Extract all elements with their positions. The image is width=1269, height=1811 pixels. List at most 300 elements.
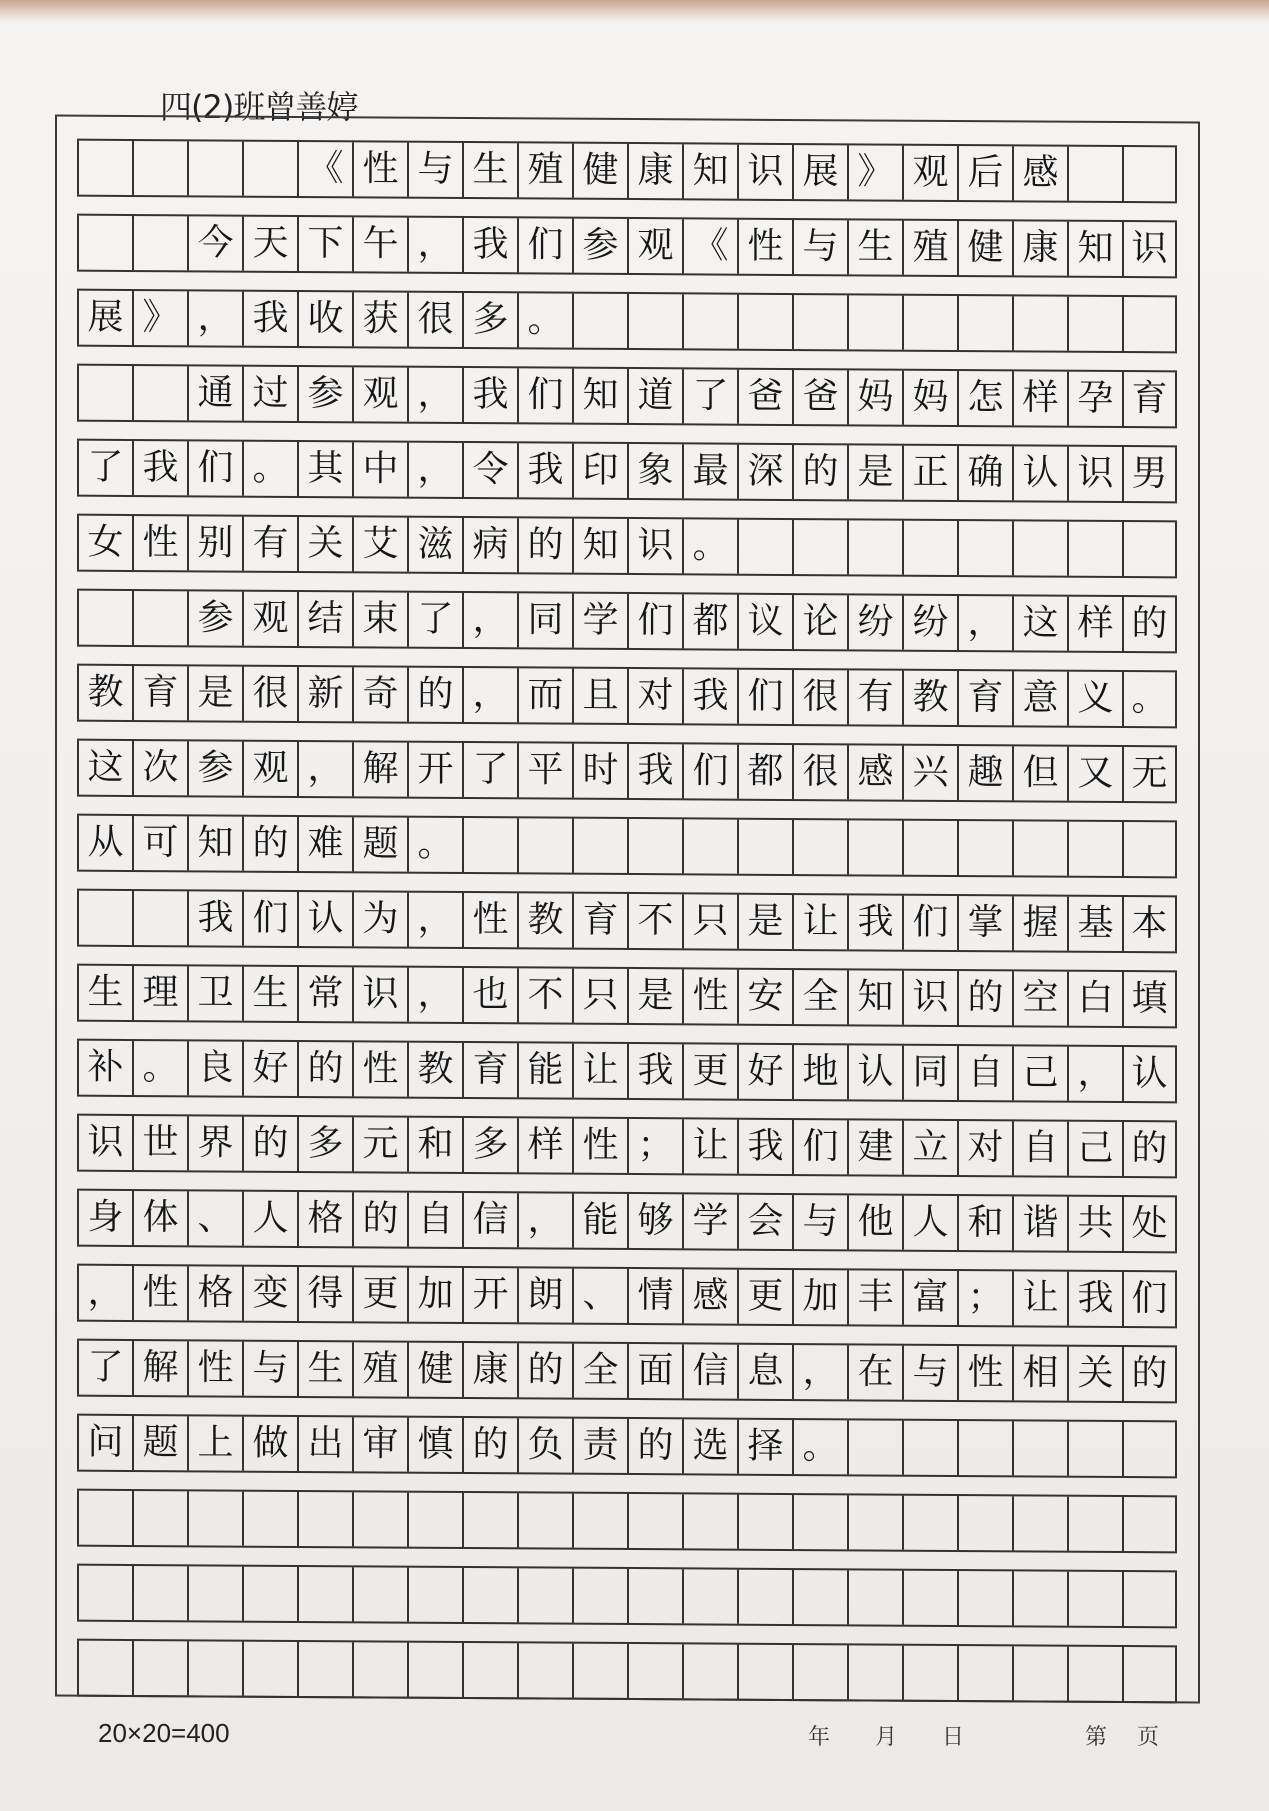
grid-cell: 多 [297, 1117, 352, 1171]
grid-cell: 们 [187, 441, 242, 495]
grid-cell: 谐 [1012, 1196, 1067, 1250]
grid-cell [242, 1492, 297, 1546]
grid-cell: 立 [902, 1121, 957, 1175]
grid-cell: 的 [517, 518, 572, 572]
grid-cell: 感 [1012, 146, 1067, 200]
grid-cell [242, 142, 297, 196]
grid-cell: 感 [682, 1269, 737, 1323]
grid-cell: 己 [1012, 1046, 1067, 1100]
grid-cell: ， [297, 742, 352, 796]
grid-cell [572, 1569, 627, 1623]
grid-cell [1067, 1497, 1122, 1551]
grid-cell: 义 [1067, 672, 1122, 726]
grid-cell: 多 [462, 1118, 517, 1172]
grid-cell [627, 294, 682, 348]
grid-cell: 我 [627, 744, 682, 798]
grid-row [77, 439, 1177, 504]
grid-cell [132, 141, 187, 195]
grid-cell: 们 [682, 744, 737, 798]
grid-cell [77, 1491, 132, 1545]
grid-row [77, 139, 1177, 204]
grid-cell: 息 [737, 1345, 792, 1399]
grid-cell: 问 [77, 1416, 132, 1470]
grid-cell [407, 1493, 462, 1547]
grid-cell: 我 [132, 441, 187, 495]
grid-cell [627, 1644, 682, 1698]
grid-cell: 健 [407, 1343, 462, 1397]
grid-cell: 多 [462, 293, 517, 347]
grid-cell: 令 [462, 443, 517, 497]
grid-cell: 了 [407, 593, 462, 647]
grid-cell: 让 [1012, 1271, 1067, 1325]
grid-cell: 们 [627, 594, 682, 648]
grid-cell: 新 [297, 667, 352, 721]
grid-cell: 的 [352, 1192, 407, 1246]
grid-cell: 解 [352, 742, 407, 796]
grid-cell: 观 [242, 742, 297, 796]
grid-cell: 我 [462, 218, 517, 272]
grid-cell: ， [407, 368, 462, 422]
grid-cell: 空 [1012, 971, 1067, 1025]
grid-row [77, 514, 1177, 579]
grid-cell [847, 1495, 902, 1549]
grid-row [77, 214, 1177, 279]
grid-cell: 不 [627, 894, 682, 948]
grid-cell [737, 1495, 792, 1549]
grid-cell: 的 [792, 445, 847, 499]
grid-cell: 自 [957, 1046, 1012, 1100]
grid-cell: 别 [187, 516, 242, 570]
grid-cell [1067, 147, 1122, 201]
grid-cell: 趣 [957, 746, 1012, 800]
grid-cell [957, 296, 1012, 350]
grid-cell: 与 [792, 1195, 847, 1249]
grid-cell [352, 1567, 407, 1621]
grid-cell: 变 [242, 1267, 297, 1321]
grid-cell: 能 [517, 1043, 572, 1097]
grid-cell: 自 [1012, 1121, 1067, 1175]
grid-cell: 其 [297, 442, 352, 496]
grid-cell: 奇 [352, 667, 407, 721]
grid-cell: 结 [297, 592, 352, 646]
grid-cell: 样 [517, 1118, 572, 1172]
grid-cell: ； [957, 1271, 1012, 1325]
grid-cell: 有 [847, 670, 902, 724]
grid-cell: 认 [1122, 1047, 1177, 1101]
grid-cell: 样 [1067, 597, 1122, 651]
grid-cell: 我 [737, 1120, 792, 1174]
grid-cell: 又 [1067, 747, 1122, 801]
grid-cell [847, 820, 902, 874]
grid-cell: 与 [902, 1346, 957, 1400]
grid-cell: 让 [572, 1044, 627, 1098]
grid-cell [792, 1495, 847, 1549]
grid-cell: 出 [297, 1417, 352, 1471]
grid-row [77, 1639, 1177, 1704]
grid-cell [77, 1641, 132, 1695]
grid-cell [132, 891, 187, 945]
grid-cell: 性 [957, 1346, 1012, 1400]
grid-cell: 展 [792, 145, 847, 199]
grid-cell: 识 [627, 519, 682, 573]
grid-cell [132, 216, 187, 270]
grid-cell: 识 [1122, 222, 1177, 276]
year-label: 年 [808, 1725, 831, 1750]
grid-cell: 爸 [792, 370, 847, 424]
grid-cell: 且 [572, 669, 627, 723]
grid-cell: 了 [77, 441, 132, 495]
grid-cell: 教 [77, 666, 132, 720]
grid-cell [682, 1494, 737, 1548]
grid-cell: 的 [242, 817, 297, 871]
grid-cell [462, 1643, 517, 1697]
grid-cell: 意 [1012, 671, 1067, 725]
grid-cell: 兴 [902, 746, 957, 800]
grid-cell [462, 1493, 517, 1547]
grid-cell: 妈 [902, 371, 957, 425]
grid-cell: 育 [1122, 372, 1177, 426]
grid-cell: 。 [407, 818, 462, 872]
grid-cell: 感 [847, 745, 902, 799]
grid-cell [187, 1641, 242, 1695]
grid-cell [1122, 1647, 1177, 1701]
grid-cell: 开 [407, 743, 462, 797]
grid-cell [682, 1644, 737, 1698]
grid-cell: 我 [847, 895, 902, 949]
grid-cell: 病 [462, 518, 517, 572]
grid-cell: 基 [1067, 897, 1122, 951]
grid-cell: 是 [737, 895, 792, 949]
grid-cell: 认 [1012, 446, 1067, 500]
grid-cell: 性 [737, 220, 792, 274]
grid-cell [297, 1642, 352, 1696]
grid-cell [902, 521, 957, 575]
grid-cell: 的 [517, 1343, 572, 1397]
grid-cell: 很 [792, 670, 847, 724]
grid-cell: 的 [1122, 1122, 1177, 1176]
grid-cell [132, 366, 187, 420]
grid-cell: 做 [242, 1417, 297, 1471]
grid-cell: 更 [352, 1267, 407, 1321]
grid-cell [737, 820, 792, 874]
grid-cell: 很 [792, 745, 847, 799]
grid-cell: 自 [407, 1193, 462, 1247]
grid-cell: 时 [572, 744, 627, 798]
grid-cell [187, 141, 242, 195]
grid-cell: 让 [792, 895, 847, 949]
grid-cell: 情 [627, 1269, 682, 1323]
grid-cell: 爸 [737, 370, 792, 424]
grid-cell: 性 [352, 1042, 407, 1096]
grid-cell [957, 1496, 1012, 1550]
grid-cell: 我 [682, 669, 737, 723]
grid-cell: 、 [187, 1191, 242, 1245]
grid-cell: 平 [517, 743, 572, 797]
grid-cell: 参 [297, 367, 352, 421]
grid-cell: 了 [77, 1341, 132, 1395]
grid-cell: 参 [572, 219, 627, 273]
grid-cell: 殖 [352, 1342, 407, 1396]
grid-cell: 关 [1067, 1347, 1122, 1401]
grid-row [77, 1189, 1177, 1254]
grid-cell: 参 [187, 591, 242, 645]
grid-cell [1012, 521, 1067, 575]
composition-grid-sheet [55, 115, 1200, 1704]
grid-cell: 们 [242, 892, 297, 946]
grid-cell: 识 [77, 1116, 132, 1170]
grid-cell: 健 [572, 144, 627, 198]
grid-cell: ， [957, 596, 1012, 650]
grid-cell: 知 [847, 970, 902, 1024]
grid-row [77, 964, 1177, 1029]
grid-cell [627, 1569, 682, 1623]
grid-cell [462, 818, 517, 872]
grid-cell: 育 [462, 1043, 517, 1097]
grid-cell: 的 [242, 1117, 297, 1171]
grid-cell: 了 [462, 743, 517, 797]
grid-cell [737, 1645, 792, 1699]
grid-cell [572, 819, 627, 873]
grid-cell [242, 1567, 297, 1621]
grid-cell: 健 [957, 221, 1012, 275]
grid-cell [1122, 297, 1177, 351]
grid-cell [847, 295, 902, 349]
grid-cell: 。 [242, 442, 297, 496]
date-field [808, 1720, 1002, 1751]
grid-cell: 与 [792, 220, 847, 274]
grid-cell: 后 [957, 146, 1012, 200]
grid-cell [132, 1566, 187, 1620]
grid-cell: 世 [132, 1116, 187, 1170]
grid-cell: 面 [627, 1344, 682, 1398]
grid-cell: ， [792, 1345, 847, 1399]
grid-cell: ， [407, 443, 462, 497]
grid-cell [792, 520, 847, 574]
grid-cell: 处 [1122, 1197, 1177, 1251]
grid-cell: 收 [297, 292, 352, 346]
grid-cell: ， [407, 968, 462, 1022]
grid-row [77, 1564, 1177, 1629]
grid-cell [187, 1566, 242, 1620]
grid-cell: 们 [737, 670, 792, 724]
grid-cell [1012, 1496, 1067, 1550]
grid-cell: 生 [297, 1342, 352, 1396]
grid-cell: 识 [737, 145, 792, 199]
grid-cell [352, 1492, 407, 1546]
grid-cell: 识 [352, 967, 407, 1021]
grid-cell: 在 [847, 1345, 902, 1399]
grid-cell [517, 1643, 572, 1697]
grid-cell: 的 [462, 1418, 517, 1472]
grid-cell: 对 [627, 669, 682, 723]
grid-cell: 获 [352, 292, 407, 346]
grid-cell: 参 [187, 741, 242, 795]
grid-cell [1067, 822, 1122, 876]
grid-cell: 这 [1012, 596, 1067, 650]
grid-cell: 信 [462, 1193, 517, 1247]
grid-cell: 握 [1012, 896, 1067, 950]
grid-cell: 同 [902, 1046, 957, 1100]
grid-cell [957, 1646, 1012, 1700]
grid-cell [627, 1494, 682, 1548]
grid-cell: 择 [737, 1420, 792, 1474]
day-label: 日 [942, 1725, 965, 1750]
grid-cell: 的 [1122, 597, 1177, 651]
grid-cell: 的 [1122, 1347, 1177, 1401]
grid-cell [352, 1642, 407, 1696]
grid-cell: 教 [517, 893, 572, 947]
grid-cell: 康 [462, 1343, 517, 1397]
grid-cell [1012, 1421, 1067, 1475]
grid-cell [77, 216, 132, 270]
grid-cell [792, 820, 847, 874]
grid-cell [792, 1570, 847, 1624]
grid-cell: 论 [792, 595, 847, 649]
grid-cell: 全 [572, 1344, 627, 1398]
grid-cell: 更 [737, 1270, 792, 1324]
grid-cell: 午 [352, 217, 407, 271]
grid-cell: 生 [462, 143, 517, 197]
grid-cell: 》 [847, 145, 902, 199]
grid-cell: 过 [242, 367, 297, 421]
grid-cell: 体 [132, 1191, 187, 1245]
grid-cell: 认 [297, 892, 352, 946]
grid-row [77, 1114, 1177, 1179]
grid-cell [1122, 522, 1177, 576]
grid-cell [902, 296, 957, 350]
grid-cell: 知 [572, 369, 627, 423]
grid-cell: 我 [517, 443, 572, 497]
grid-cell: 开 [462, 1268, 517, 1322]
grid-row [77, 1489, 1177, 1554]
grid-cell: 天 [242, 217, 297, 271]
grid-cell: 性 [187, 1341, 242, 1395]
grid-cell: 育 [572, 894, 627, 948]
grid-cell: 的 [297, 1042, 352, 1096]
grid-cell: 和 [957, 1196, 1012, 1250]
grid-cell: 样 [1012, 371, 1067, 425]
grid-cell [132, 591, 187, 645]
grid-cell: 育 [957, 671, 1012, 725]
grid-cell: 而 [517, 668, 572, 722]
grid-cell: 够 [627, 1194, 682, 1248]
grid-cell: 可 [132, 816, 187, 870]
grid-row [77, 289, 1177, 354]
grid-cell: 《 [297, 142, 352, 196]
grid-cell: 题 [132, 1416, 187, 1470]
grid-cell: 们 [792, 1120, 847, 1174]
grid-cell: 与 [242, 1342, 297, 1396]
grid-cell: 象 [627, 444, 682, 498]
grid-cell: 掌 [957, 896, 1012, 950]
grid-cell: 下 [297, 217, 352, 271]
grid-cell: 妈 [847, 370, 902, 424]
grid-cell [902, 1571, 957, 1625]
grid-cell: 生 [847, 220, 902, 274]
grid-cell: ， [77, 1266, 132, 1320]
grid-cell: 识 [1067, 447, 1122, 501]
grid-cell: 束 [352, 592, 407, 646]
grid-cell: 为 [352, 892, 407, 946]
grid-cell: 殖 [902, 221, 957, 275]
grid-cell: 知 [572, 519, 627, 573]
grid-cell [1067, 522, 1122, 576]
grid-cell: 全 [792, 970, 847, 1024]
grid-cell: 。 [132, 1041, 187, 1095]
grid-cell: ， [462, 593, 517, 647]
grid-row [77, 589, 1177, 654]
grid-cell [297, 1492, 352, 1546]
grid-cell: 和 [407, 1118, 462, 1172]
grid-cell: 的 [627, 1419, 682, 1473]
grid-cell [792, 1645, 847, 1699]
grid-cell [847, 520, 902, 574]
grid-cell [1067, 1422, 1122, 1476]
grid-cell: 通 [187, 366, 242, 420]
grid-cell: ， [462, 668, 517, 722]
grid-cell: 只 [572, 969, 627, 1023]
grid-cell [572, 1494, 627, 1548]
grid-cell [1122, 147, 1177, 201]
author-line: 四(2)班曾善婷 [160, 88, 358, 126]
grid-cell: 与 [407, 143, 462, 197]
grid-cell [77, 366, 132, 420]
paper-edge-shadow [0, 0, 1269, 22]
grid-cell: 知 [1067, 222, 1122, 276]
grid-cell: 们 [517, 368, 572, 422]
grid-cell: 育 [132, 666, 187, 720]
grid-cell [77, 891, 132, 945]
grid-cell [1122, 822, 1177, 876]
grid-cell: 我 [187, 891, 242, 945]
grid-cell: 纷 [847, 595, 902, 649]
grid-cell: 建 [847, 1120, 902, 1174]
grid-cell: 好 [737, 1045, 792, 1099]
grid-cell: ； [627, 1119, 682, 1173]
grid-cell: 白 [1067, 972, 1122, 1026]
grid-cell: 信 [682, 1344, 737, 1398]
grid-cell: 次 [132, 741, 187, 795]
grid-cell: 印 [572, 444, 627, 498]
grid-cell: 负 [517, 1418, 572, 1472]
grid-cell: 富 [902, 1271, 957, 1325]
grid-cell: 常 [297, 967, 352, 1021]
grid-cell: 滋 [407, 518, 462, 572]
grid-cell [682, 294, 737, 348]
grid-cell: 性 [132, 516, 187, 570]
grid-cell: 丰 [847, 1270, 902, 1324]
grid-cell: 艾 [352, 517, 407, 571]
grid-cell: 这 [77, 741, 132, 795]
grid-cell: 加 [792, 1270, 847, 1324]
grid-cell: 己 [1067, 1122, 1122, 1176]
grid-cell: 好 [242, 1042, 297, 1096]
grid-cell: 了 [682, 369, 737, 423]
grid-cell: 责 [572, 1419, 627, 1473]
grid-cell: 选 [682, 1419, 737, 1473]
page-label-suffix: 页 [1137, 1725, 1160, 1750]
grid-cell [462, 1568, 517, 1622]
grid-cell: 知 [682, 144, 737, 198]
grid-cell [517, 818, 572, 872]
grid-cell [407, 1568, 462, 1622]
grid-cell: 展 [77, 291, 132, 345]
grid-cell [1012, 1646, 1067, 1700]
grid-cell [407, 1643, 462, 1697]
grid-cell [902, 1496, 957, 1550]
grid-cell: 生 [242, 967, 297, 1021]
grid-cell: 相 [1012, 1346, 1067, 1400]
